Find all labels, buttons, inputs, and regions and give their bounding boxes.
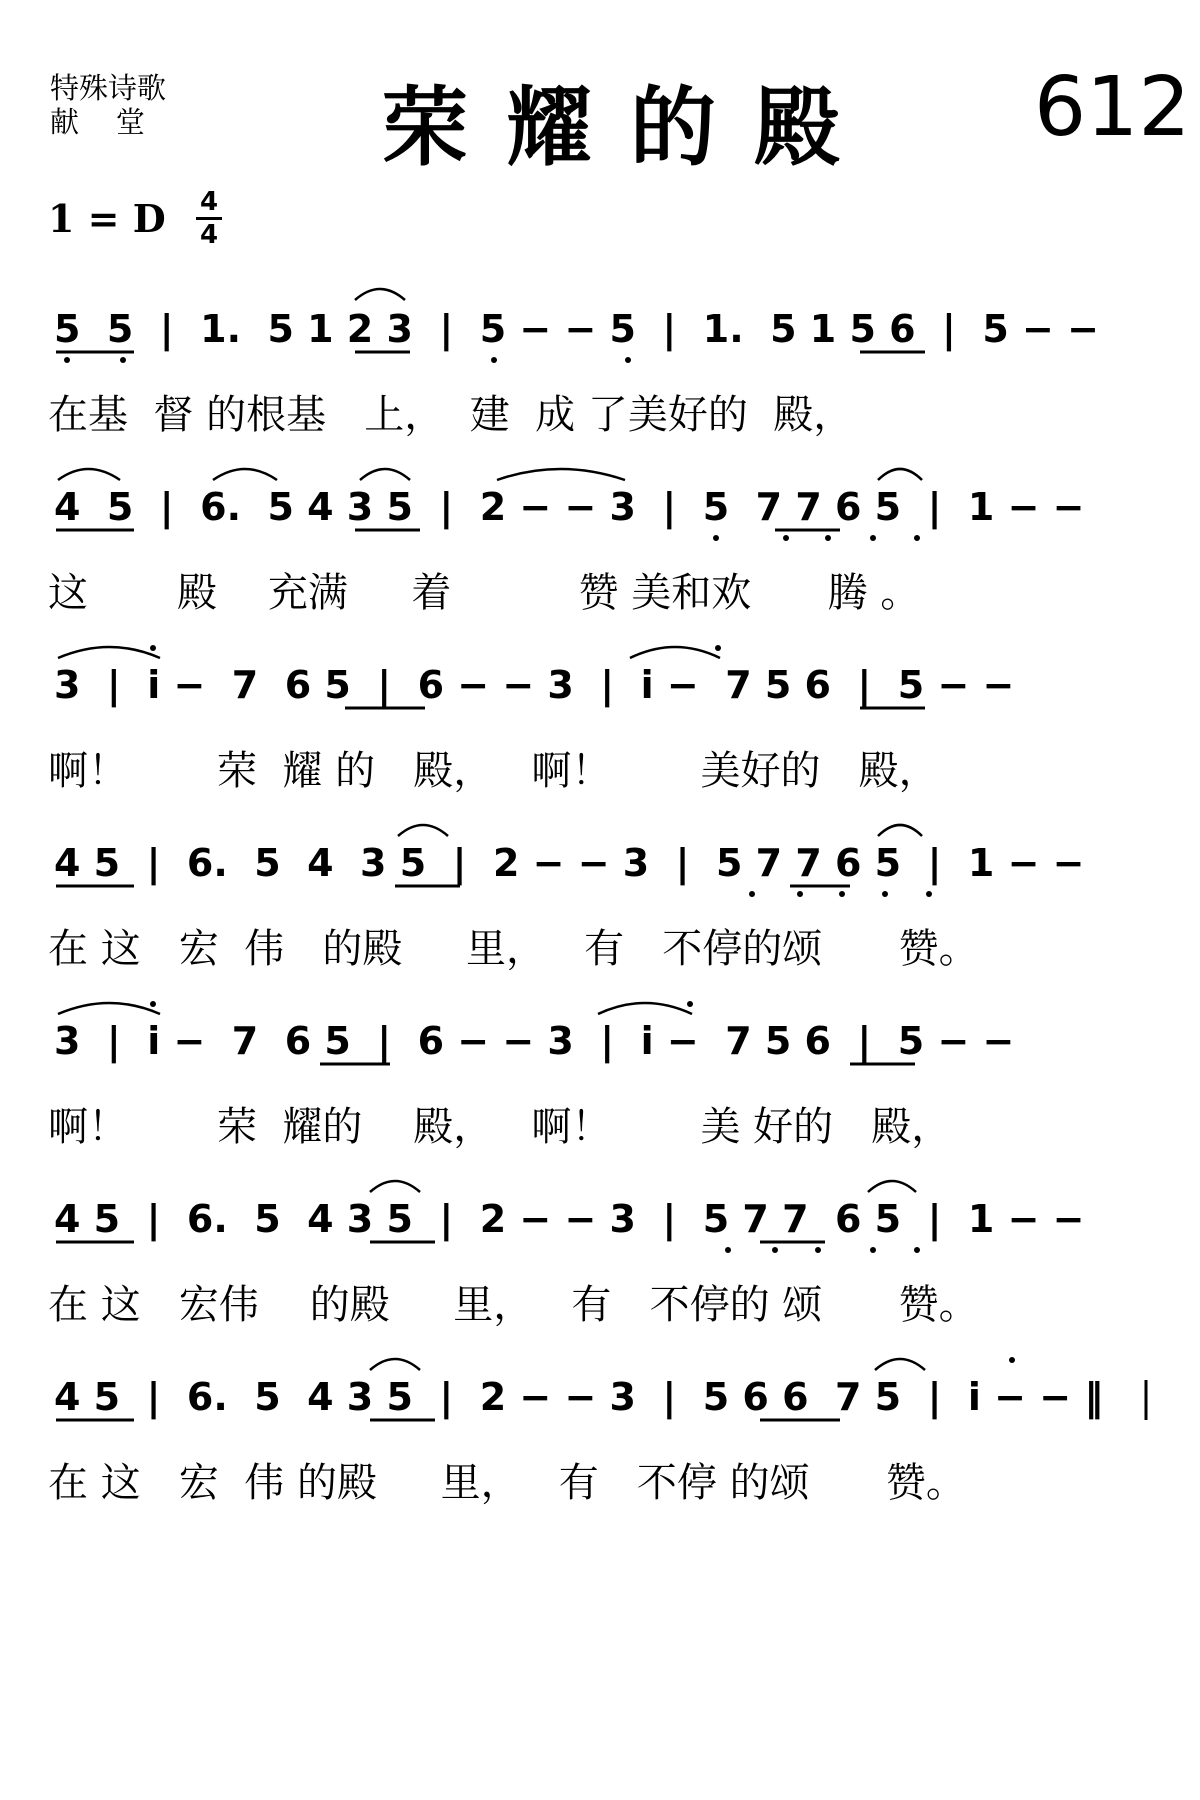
stave-4-lyrics: 在 这 宏 伟 的殿 里， 有 不停的颂 赞。 xyxy=(48,926,979,972)
category-line-1: 特殊诗歌 xyxy=(50,71,167,105)
slur-mark xyxy=(497,469,625,480)
slur-mark xyxy=(630,647,720,658)
octave-dot xyxy=(772,1247,778,1253)
octave-dot xyxy=(797,891,803,897)
octave-dot xyxy=(715,645,721,651)
slur-mark xyxy=(355,289,405,300)
stave-7-lyrics: 在 这 宏 伟 的殿 里， 有 不停 的颂 赞。 xyxy=(48,1460,966,1506)
key-signature: 1 = D xyxy=(48,196,166,241)
octave-dot xyxy=(870,535,876,541)
octave-dot xyxy=(150,645,156,651)
slur-mark xyxy=(875,1359,925,1370)
hymn-number: 612 xyxy=(1034,60,1191,155)
slur-mark xyxy=(878,825,922,836)
octave-dot xyxy=(150,1001,156,1007)
octave-dot xyxy=(64,357,70,363)
stave-4-notes: 4 5 | 6. 5 4 3 5 | 2 − − 3 | 5 7 7 6 5 | 1 − − xyxy=(54,841,1085,885)
octave-dot xyxy=(815,1247,821,1253)
octave-dot xyxy=(491,357,497,363)
slur-mark xyxy=(360,469,410,480)
octave-dot xyxy=(713,535,719,541)
octave-dot xyxy=(926,891,932,897)
stave-3-lyrics: 啊！ 荣 耀 的 殿， 啊！ 美好的 殿， xyxy=(48,748,939,794)
slur-mark xyxy=(213,469,277,480)
octave-dot xyxy=(914,1247,920,1253)
stave-3-notes: 3 | i − 7 6 5 | 6 − − 3 | i − 7 5 6 | 5 − − xyxy=(54,663,1015,707)
slur-mark xyxy=(878,469,922,480)
octave-dot xyxy=(687,1001,693,1007)
octave-dot xyxy=(749,891,755,897)
octave-dot xyxy=(725,1247,731,1253)
stave-5-lyrics: 啊！ 荣 耀的 殿， 啊！ 美 好的 殿， xyxy=(48,1104,952,1150)
octave-dot xyxy=(1009,1357,1015,1363)
octave-dot xyxy=(825,535,831,541)
time-signature-top: 4 xyxy=(199,187,219,217)
stave-2-lyrics: 这 殿 充满 着 赞 美和欢 腾 。 xyxy=(48,570,921,616)
octave-dot xyxy=(870,1247,876,1253)
slur-mark xyxy=(58,469,120,480)
stave-7-notes: 4 5 | 6. 5 4 3 5 | 2 − − 3 | 5 6 6 7 5 | i − − ‖ xyxy=(54,1375,1104,1419)
stave-6-notes: 4 5 | 6. 5 4 3 5 | 2 − − 3 | 5 7 7 6 5 | 1 − − xyxy=(54,1197,1085,1241)
category-line-2: 献 堂 xyxy=(50,105,145,139)
octave-dot xyxy=(120,357,126,363)
octave-dot xyxy=(839,891,845,897)
stave-6-lyrics: 在 这 宏伟 的殿 里， 有 不停的 颂 赞。 xyxy=(48,1282,979,1328)
time-signature-bottom: 4 xyxy=(199,220,219,250)
octave-dot xyxy=(882,891,888,897)
slur-mark xyxy=(58,1003,160,1014)
slur-mark xyxy=(868,1181,916,1192)
slur-mark xyxy=(598,1003,692,1014)
hymn-title: 荣耀的殿 xyxy=(382,78,878,178)
stave-5-notes: 3 | i − 7 6 5 | 6 − − 3 | i − 7 5 6 | 5 − − xyxy=(54,1019,1015,1063)
octave-dot xyxy=(914,535,920,541)
stave-2-notes: 4 5 | 6. 5 4 3 5 | 2 − − 3 | 5 7 7 6 5 | 1 − − xyxy=(54,485,1085,529)
slur-mark xyxy=(398,825,448,836)
slur-mark xyxy=(370,1181,420,1192)
octave-dot xyxy=(625,357,631,363)
stave-1-notes: 5 5 | 1. 5 1 2 3 | 5 − − 5 | 1. 5 1 5 6 | 5 − − xyxy=(54,307,1099,351)
slur-mark xyxy=(370,1359,420,1370)
slur-mark xyxy=(58,647,160,658)
stave-1-lyrics: 在基 督 的根基 上， 建 成 了美好的 殿， xyxy=(48,392,854,438)
octave-dot xyxy=(783,535,789,541)
